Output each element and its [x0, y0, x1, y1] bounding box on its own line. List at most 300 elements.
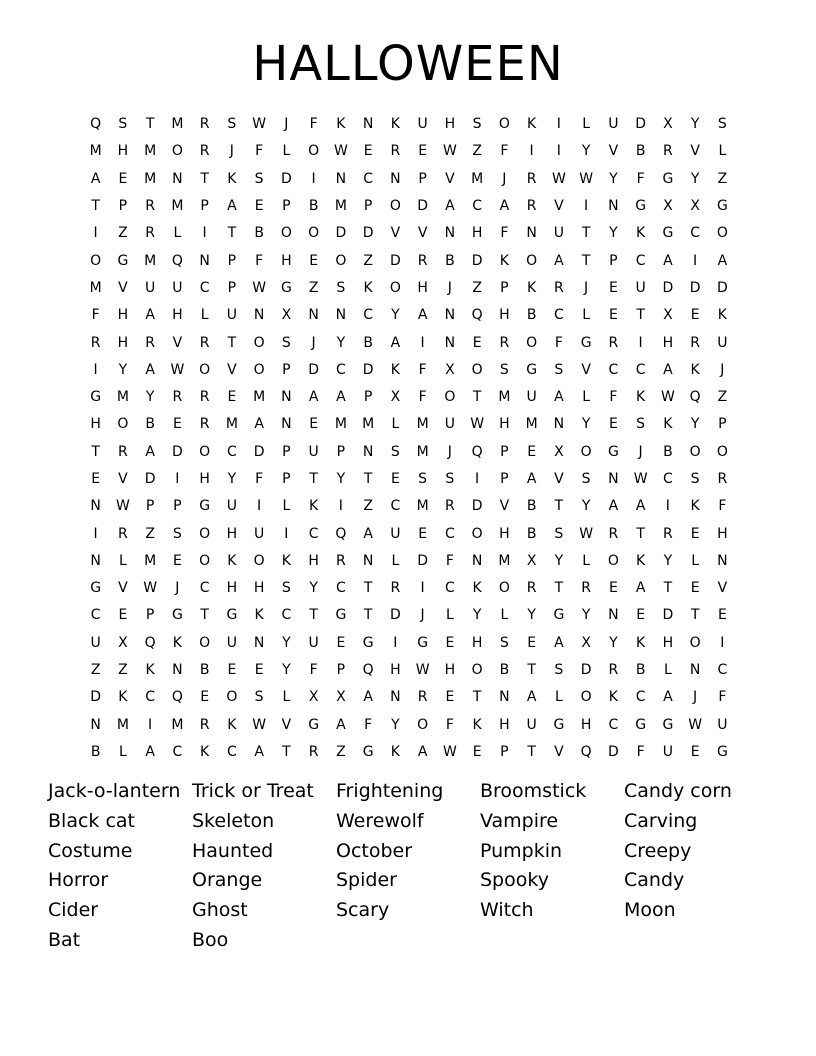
grid-row	[82, 302, 736, 329]
grid-letter: Z	[145, 525, 155, 542]
grid-letter: X	[581, 634, 591, 651]
grid-letter: Y	[609, 225, 618, 242]
grid-letter: E	[172, 416, 182, 433]
grid-letter: R	[499, 334, 510, 351]
word-list-item: Haunted	[192, 839, 274, 862]
grid-letter: A	[336, 716, 346, 733]
grid-letter: O	[253, 334, 265, 351]
grid-letter: F	[554, 334, 563, 351]
word-list-item: Horror	[48, 869, 109, 892]
grid-letter: Y	[527, 607, 536, 624]
grid-letter: A	[608, 498, 619, 515]
grid-letter: M	[144, 252, 157, 269]
grid-letter: S	[581, 471, 591, 487]
grid-letter: M	[116, 716, 129, 733]
word-list-item: Ghost	[192, 899, 248, 922]
grid-letter: O	[417, 716, 429, 733]
grid-letter: X	[554, 443, 564, 460]
grid-letter: O	[471, 662, 483, 679]
grid-letter: O	[471, 525, 483, 542]
grid-letter: M	[416, 443, 429, 460]
grid-letter: N	[90, 552, 101, 569]
grid-letter: G	[607, 443, 619, 460]
grid-letter: Y	[227, 471, 237, 487]
grid-letter: I	[693, 252, 698, 269]
grid-letter: U	[90, 634, 101, 651]
grid-letter: M	[144, 170, 157, 187]
grid-letter: R	[118, 525, 128, 542]
grid-letter: O	[280, 225, 292, 242]
grid-letter: L	[391, 552, 400, 569]
grid-letter: E	[172, 552, 182, 569]
grid-letter: N	[362, 116, 374, 133]
grid-letter: M	[525, 416, 538, 433]
grid-letter: R	[308, 743, 319, 760]
grid-letter: Y	[609, 170, 618, 187]
grid-letter: N	[689, 662, 701, 679]
grid-letter: O	[199, 525, 211, 542]
grid-letter: X	[445, 361, 455, 378]
grid-letter: S	[118, 116, 128, 133]
grid-row	[82, 220, 736, 247]
grid-letter: J	[229, 143, 234, 160]
grid-letter: M	[116, 389, 129, 406]
grid-letter: A	[635, 498, 646, 515]
grid-letter: R	[608, 662, 619, 679]
grid-letter: U	[226, 307, 237, 324]
grid-letter: V	[554, 198, 564, 215]
grid-letter: H	[499, 525, 510, 542]
grid-letter: J	[311, 334, 316, 351]
grid-letter: T	[363, 607, 373, 624]
grid-letter: F	[500, 225, 509, 242]
grid-letter: D	[689, 279, 701, 296]
grid-letter: Q	[171, 689, 183, 706]
grid-letter: C	[199, 279, 210, 296]
grid-letter: H	[580, 716, 592, 733]
grid-letter: S	[172, 525, 182, 542]
grid-letter: K	[636, 225, 646, 242]
grid-letter: R	[663, 525, 673, 542]
word-list-item: Witch	[480, 899, 534, 922]
grid-letter: Z	[472, 143, 482, 160]
grid-letter: G	[662, 716, 674, 733]
grid-letter: K	[363, 279, 373, 296]
grid-letter: W	[442, 743, 457, 760]
grid-letter: R	[526, 170, 537, 187]
grid-letter: M	[253, 389, 266, 406]
grid-row	[82, 602, 736, 629]
word-list-item: Spider	[336, 869, 397, 892]
grid-letter: L	[582, 307, 591, 324]
grid-letter: M	[171, 116, 184, 133]
grid-letter: Y	[145, 389, 155, 406]
grid-letter: W	[252, 279, 267, 296]
grid-letter: N	[608, 198, 619, 215]
grid-letter: P	[227, 252, 237, 269]
grid-letter: Y	[581, 498, 591, 515]
grid-letter: A	[254, 743, 264, 760]
grid-letter: P	[336, 662, 346, 679]
grid-letter: N	[526, 225, 537, 242]
grid-letter: R	[390, 580, 401, 597]
grid-letter: R	[717, 471, 728, 487]
grid-row	[82, 548, 736, 575]
grid-letter: S	[554, 361, 564, 378]
grid-letter: Y	[581, 416, 591, 433]
grid-letter: O	[199, 443, 211, 460]
grid-letter: U	[308, 634, 319, 651]
grid-letter: W	[252, 116, 267, 133]
grid-letter: I	[148, 716, 153, 733]
grid-letter: S	[499, 634, 509, 651]
grid-letter: Y	[581, 607, 591, 624]
grid-letter: C	[335, 361, 346, 378]
grid-letter: E	[608, 307, 618, 324]
grid-letter: V	[172, 334, 183, 351]
grid-letter: V	[608, 143, 619, 160]
grid-letter: T	[309, 471, 318, 487]
grid-letter: U	[717, 716, 728, 733]
grid-letter: H	[226, 580, 238, 597]
grid-letter: I	[338, 498, 343, 515]
grid-letter: G	[280, 279, 292, 296]
grid-letter: O	[308, 225, 320, 242]
grid-letter: E	[608, 279, 618, 296]
grid-letter: L	[582, 552, 591, 569]
word-list-item: Moon	[624, 899, 676, 922]
grid-letter: B	[445, 252, 455, 269]
grid-letter: I	[175, 471, 180, 487]
grid-letter: N	[335, 307, 347, 324]
grid-letter: E	[418, 143, 428, 160]
grid-letter: F	[255, 143, 264, 160]
grid-letter: A	[554, 634, 564, 651]
grid-letter: R	[581, 580, 591, 597]
grid-letter: S	[336, 279, 346, 296]
grid-letter: Q	[580, 743, 592, 760]
grid-row	[82, 575, 736, 602]
grid-letter: E	[363, 143, 373, 160]
grid-letter: N	[362, 552, 374, 569]
grid-letter: C	[308, 525, 319, 542]
grid-letter: Z	[118, 662, 128, 679]
grid-letter: P	[145, 607, 155, 624]
grid-letter: Y	[282, 634, 291, 651]
grid-letter: I	[420, 580, 425, 597]
grid-letter: J	[420, 607, 425, 624]
grid-letter: R	[199, 416, 210, 433]
grid-letter: S	[281, 334, 291, 351]
word-list-item: Cider	[48, 899, 99, 922]
grid-letter: F	[500, 143, 509, 160]
grid-letter: E	[390, 471, 400, 487]
grid-letter: O	[199, 361, 211, 378]
grid-letter: P	[145, 498, 155, 515]
grid-letter: F	[364, 716, 373, 733]
grid-letter: O	[226, 689, 238, 706]
word-list-item: Broomstick	[480, 780, 587, 802]
grid-letter: O	[90, 252, 102, 269]
grid-letter: V	[690, 143, 700, 160]
grid-letter: K	[472, 716, 482, 733]
grid-letter: O	[689, 634, 701, 651]
grid-letter: D	[389, 607, 401, 624]
grid-letter: T	[472, 689, 482, 706]
grid-letter: R	[608, 334, 619, 351]
grid-row	[82, 247, 736, 274]
grid-letter: A	[526, 471, 537, 487]
grid-letter: L	[118, 743, 127, 760]
grid-letter: V	[118, 471, 128, 487]
grid-letter: K	[309, 498, 319, 515]
grid-letter: N	[499, 689, 510, 706]
grid-letter: M	[89, 279, 102, 296]
grid-letter: Z	[717, 170, 728, 187]
grid-letter: F	[445, 552, 454, 569]
grid-letter: C	[172, 743, 183, 760]
grid-letter: O	[716, 443, 728, 460]
grid-letter: D	[417, 198, 429, 215]
grid-letter: S	[445, 471, 455, 487]
grid-letter: G	[553, 716, 565, 733]
grid-letter: D	[335, 225, 347, 242]
grid-letter: T	[554, 580, 564, 597]
grid-letter: N	[444, 307, 456, 324]
grid-letter: I	[665, 498, 670, 515]
grid-letter: O	[253, 361, 265, 378]
grid-letter: A	[145, 361, 155, 378]
grid-letter: R	[199, 334, 210, 351]
grid-letter: C	[635, 252, 646, 269]
grid-letter: K	[227, 552, 237, 569]
grid-letter: V	[390, 225, 401, 242]
grid-letter: R	[663, 143, 673, 160]
grid-row	[82, 384, 736, 411]
grid-letter: W	[115, 498, 130, 515]
grid-letter: K	[636, 389, 646, 406]
grid-letter: D	[362, 361, 374, 378]
grid-letter: M	[498, 552, 511, 569]
grid-letter: T	[527, 743, 536, 760]
grid-letter: R	[172, 389, 183, 406]
grid-letter: X	[526, 552, 537, 569]
grid-letter: R	[145, 225, 155, 242]
grid-letter: D	[662, 279, 674, 296]
grid-letter: T	[363, 580, 373, 597]
grid-letter: N	[172, 170, 183, 187]
word-list-item: Candy corn	[624, 780, 732, 802]
grid-letter: A	[499, 198, 510, 215]
grid-letter: T	[200, 607, 209, 624]
grid-letter: E	[336, 634, 346, 651]
grid-letter: W	[579, 170, 594, 187]
grid-letter: I	[420, 334, 425, 351]
grid-letter: I	[720, 634, 725, 651]
grid-letter: M	[144, 552, 157, 569]
grid-letter: D	[253, 443, 265, 460]
grid-letter: A	[526, 689, 537, 706]
grid-row	[82, 630, 736, 657]
grid-letter: J	[175, 580, 180, 597]
grid-row	[82, 520, 736, 547]
grid-letter: W	[442, 143, 457, 160]
grid-letter: F	[91, 307, 100, 324]
grid-letter: Q	[689, 389, 701, 406]
grid-letter: I	[202, 225, 207, 242]
grid-letter: H	[308, 552, 319, 569]
grid-letter: C	[472, 198, 483, 215]
grid-letter: K	[281, 552, 291, 569]
grid-letter: E	[445, 634, 455, 651]
grid-letter: D	[471, 498, 483, 515]
word-list-item: Bat	[48, 928, 81, 951]
grid-letter: U	[417, 116, 428, 133]
grid-letter: V	[581, 361, 591, 378]
grid-letter: G	[526, 361, 538, 378]
grid-letter: Z	[90, 662, 101, 679]
grid-letter: U	[553, 225, 564, 242]
grid-letter: N	[390, 689, 401, 706]
grid-letter: H	[90, 416, 101, 433]
grid-letter: O	[580, 443, 592, 460]
grid-letter: C	[145, 689, 156, 706]
grid-letter: M	[471, 170, 484, 187]
grid-letter: T	[227, 334, 237, 351]
grid-letter: L	[582, 116, 591, 133]
grid-letter: I	[93, 361, 98, 378]
grid-letter: K	[663, 416, 673, 433]
grid-letter: A	[445, 198, 455, 215]
grid-letter: J	[638, 443, 643, 460]
grid-row	[82, 739, 736, 766]
grid-letter: C	[608, 716, 619, 733]
grid-letter: X	[281, 307, 292, 324]
grid-letter: E	[200, 689, 210, 706]
grid-letter: C	[90, 607, 101, 624]
word-list-item: Jack-o-lantern	[48, 780, 181, 802]
grid-letter: W	[688, 716, 703, 733]
grid-letter: H	[717, 525, 728, 542]
grid-letter: O	[716, 225, 728, 242]
grid-letter: Y	[391, 716, 400, 733]
grid-letter: M	[171, 198, 184, 215]
grid-letter: F	[418, 361, 427, 378]
grid-letter: G	[226, 607, 238, 624]
grid-letter: O	[498, 580, 510, 597]
grid-letter: Q	[471, 443, 483, 460]
grid-letter: B	[145, 416, 155, 433]
grid-letter: N	[199, 252, 210, 269]
grid-letter: S	[499, 361, 509, 378]
grid-letter: G	[171, 607, 183, 624]
grid-letter: U	[145, 279, 156, 296]
grid-letter: D	[280, 170, 292, 187]
grid-letter: X	[690, 198, 700, 215]
grid-letter: T	[663, 580, 673, 597]
grid-letter: R	[90, 334, 101, 351]
grid-letter: T	[690, 607, 700, 624]
grid-letter: A	[390, 334, 401, 351]
grid-letter: Z	[717, 389, 728, 406]
grid-letter: K	[390, 116, 400, 133]
grid-letter: K	[118, 689, 128, 706]
grid-letter: F	[309, 116, 318, 133]
grid-letter: U	[390, 525, 401, 542]
grid-letter: Z	[363, 498, 373, 515]
grid-letter: E	[608, 580, 618, 597]
grid-letter: H	[117, 307, 129, 324]
grid-letter: E	[527, 634, 537, 651]
grid-letter: A	[663, 361, 673, 378]
grid-letter: A	[554, 389, 564, 406]
grid-row	[82, 712, 736, 739]
grid-letter: S	[254, 689, 264, 706]
grid-letter: P	[500, 279, 509, 296]
grid-row	[82, 657, 736, 684]
grid-letter: Y	[472, 607, 482, 624]
grid-letter: Z	[308, 279, 319, 296]
grid-letter: C	[444, 525, 455, 542]
grid-letter: U	[444, 416, 455, 433]
grid-letter: T	[636, 525, 645, 542]
grid-letter: G	[662, 225, 674, 242]
grid-letter: X	[390, 389, 401, 406]
grid-letter: H	[444, 662, 456, 679]
grid-letter: O	[389, 279, 401, 296]
grid-letter: H	[444, 116, 456, 133]
grid-letter: W	[252, 716, 267, 733]
grid-letter: R	[608, 525, 619, 542]
grid-letter: Y	[118, 361, 128, 378]
grid-letter: H	[172, 307, 183, 324]
grid-letter: A	[417, 307, 428, 324]
grid-letter: U	[526, 716, 537, 733]
grid-letter: Q	[362, 662, 374, 679]
grid-letter: J	[693, 689, 698, 706]
grid-letter: E	[690, 743, 700, 760]
grid-letter: V	[717, 580, 728, 597]
grid-letter: V	[554, 471, 564, 487]
grid-letter: M	[171, 716, 184, 733]
grid-letter: N	[444, 334, 456, 351]
grid-letter: T	[282, 743, 291, 760]
grid-letter: O	[580, 689, 592, 706]
grid-letter: C	[717, 662, 728, 679]
grid-letter: E	[418, 525, 428, 542]
grid-letter: D	[471, 252, 483, 269]
grid-letter: T	[581, 252, 591, 269]
grid-letter: X	[663, 116, 673, 133]
grid-letter: K	[690, 361, 700, 378]
grid-letter: M	[498, 389, 511, 406]
grid-letter: G	[90, 389, 102, 406]
grid-letter: K	[690, 498, 700, 515]
grid-letter: N	[608, 607, 619, 624]
grid-letter: I	[529, 143, 534, 160]
grid-letter: T	[554, 498, 564, 515]
grid-letter: C	[553, 307, 564, 324]
word-list-item: Boo	[192, 928, 229, 951]
grid-letter: T	[472, 389, 482, 406]
word-list-item: Orange	[192, 869, 263, 892]
grid-letter: U	[308, 443, 319, 460]
grid-letter: N	[717, 552, 728, 569]
grid-letter: Z	[118, 225, 128, 242]
grid-letter: M	[225, 416, 238, 433]
grid-letter: N	[90, 498, 101, 515]
grid-letter: L	[554, 689, 563, 706]
